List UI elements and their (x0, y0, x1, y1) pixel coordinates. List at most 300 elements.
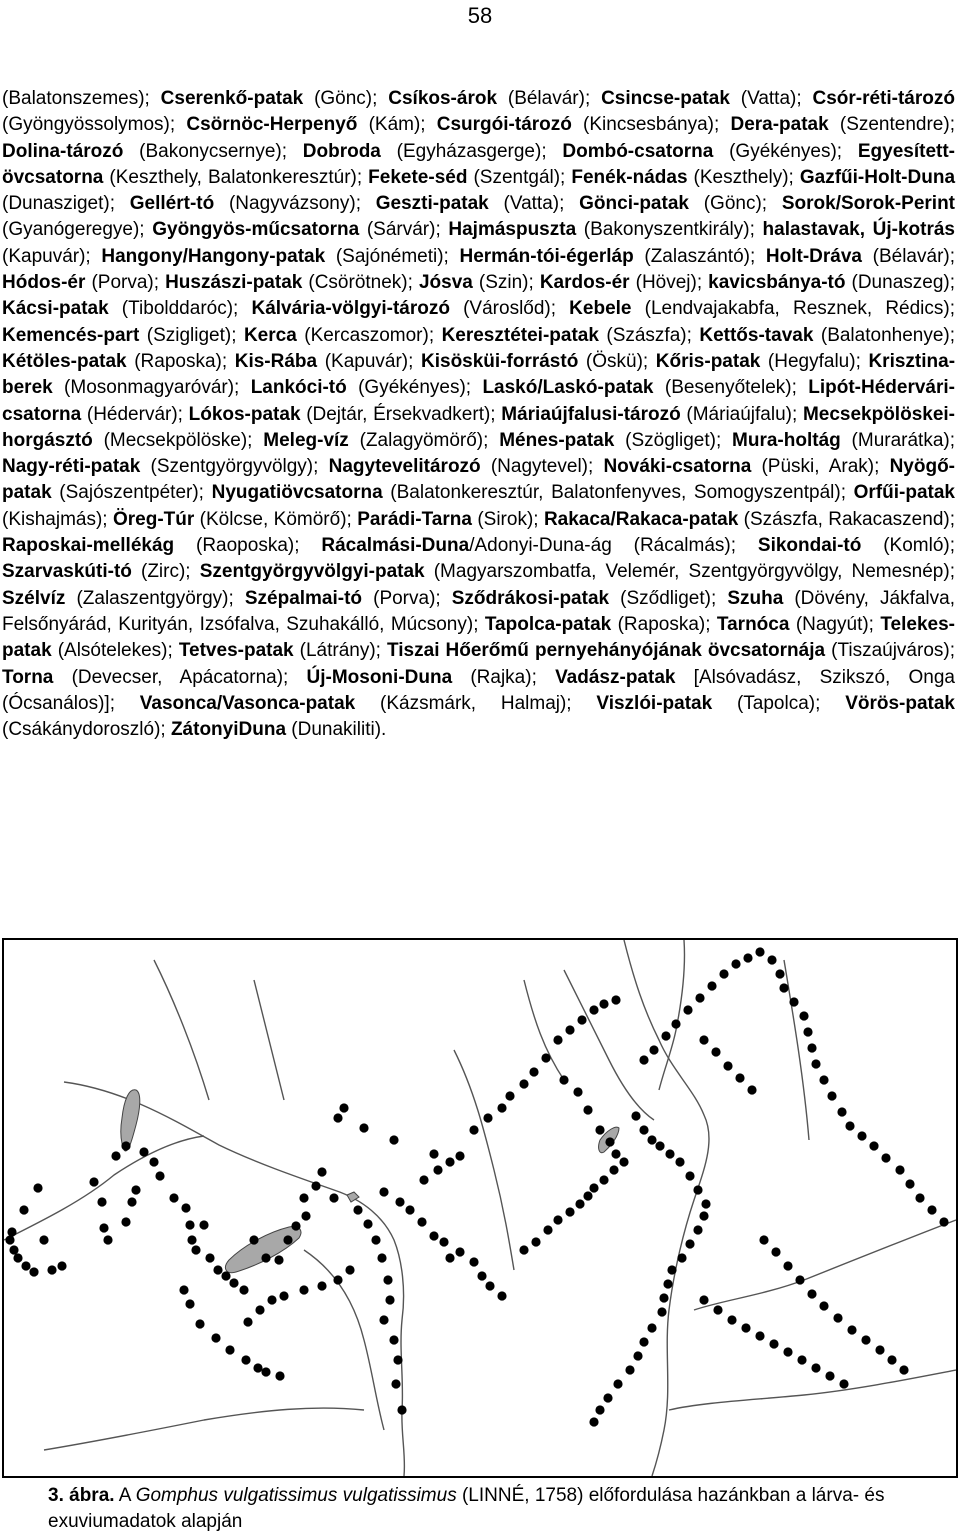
occurrence-dot (565, 1025, 574, 1034)
locality-place: (Raoposka); (174, 535, 322, 557)
occurrence-dot (899, 1365, 908, 1374)
figure-caption (48, 1483, 914, 1535)
locality-name: Hermán-tói-égerláp (459, 245, 634, 267)
occurrence-dot (417, 1217, 426, 1226)
occurrence-dot (199, 1220, 208, 1229)
occurrence-dot (333, 1275, 342, 1284)
occurrence-dot (195, 1319, 204, 1328)
occurrence-dot (29, 1267, 38, 1276)
occurrence-dot (455, 1247, 464, 1256)
map-svg (4, 940, 956, 1476)
occurrence-dot (497, 1291, 506, 1300)
occurrence-dot (675, 1157, 684, 1166)
occurrence-dot (595, 1405, 604, 1414)
occurrence-dot (589, 1417, 598, 1426)
occurrence-dot (711, 1047, 720, 1056)
locality-place: (Kám); (357, 114, 437, 136)
locality-name: Mecsekpölöskei-horgásztó (2, 403, 956, 451)
occurrence-dot (249, 1235, 258, 1244)
locality-name: Gyöngyös-műcsatorna (152, 219, 360, 241)
occurrence-dot (139, 1147, 148, 1156)
occurrence-dot (429, 1231, 438, 1240)
locality-name: Csurgói-tározó (436, 114, 572, 136)
occurrence-dot (531, 1237, 540, 1246)
occurrence-dot (735, 1073, 744, 1082)
occurrence-dot (371, 1235, 380, 1244)
locality-name: Keresztétei-patak (441, 324, 599, 346)
occurrence-dot (755, 1331, 764, 1340)
occurrence-dot (839, 1379, 848, 1388)
occurrence-dot (359, 1123, 368, 1132)
locality-name: Kerca (243, 324, 297, 346)
occurrence-dot (639, 1125, 648, 1134)
occurrence-dot (565, 1207, 574, 1216)
occurrence-dot (759, 1235, 768, 1244)
locality-place: /Adonyi-Duna-ág (Rácalmás); (469, 535, 758, 557)
occurrence-dot (807, 1289, 816, 1298)
locality-place: (Zalagyömörő); (348, 429, 500, 451)
locality-name: Gönci-patak (579, 193, 689, 215)
occurrence-dot (599, 1175, 608, 1184)
locality-place: (Kapuvár); (2, 245, 102, 267)
occurrence-dot (529, 1067, 538, 1076)
occurrence-dot (767, 955, 776, 964)
occurrence-dot (261, 1253, 270, 1262)
occurrence-dot (755, 947, 764, 956)
river-tributary-3 (524, 980, 564, 1080)
river-sajo (564, 970, 654, 1120)
locality-place: (Balatonszemes); (2, 88, 161, 109)
caption-species: Gomphus vulgatissimus vulgatissimus (135, 1485, 457, 1506)
occurrence-dot (317, 1167, 326, 1176)
occurrence-dot (111, 1151, 120, 1160)
occurrence-dot (647, 1135, 656, 1144)
occurrence-dot (577, 1015, 586, 1024)
occurrence-dot (837, 1107, 846, 1116)
occurrence-dot (743, 953, 752, 962)
occurrence-dot (789, 997, 798, 1006)
occurrence-dot (649, 1045, 658, 1054)
occurrence-dot (861, 1335, 870, 1344)
occurrence-dot (609, 1165, 618, 1174)
occurrence-dot (383, 1275, 392, 1284)
occurrence-dot (799, 1011, 808, 1020)
locality-place: (Csörötnek); (302, 272, 419, 294)
river-koros (694, 1220, 956, 1310)
occurrence-dot (255, 1305, 264, 1314)
occurrence-dot (605, 1137, 614, 1146)
locality-place: (Sajónémeti); (325, 245, 460, 267)
occurrence-dot (699, 1295, 708, 1304)
occurrence-dot (631, 1111, 640, 1120)
occurrence-dot (807, 1043, 816, 1052)
occurrence-dot (345, 1265, 354, 1274)
occurrence-dot (179, 1285, 188, 1294)
locality-name: Rácalmási-Duna (321, 535, 470, 557)
locality-place: (Kishajmás); (2, 508, 113, 530)
locality-place: (Murarátka); (840, 429, 956, 451)
occurrence-dot (267, 1295, 276, 1304)
occurrence-dot (783, 1347, 792, 1356)
occurrence-dot (353, 1205, 362, 1214)
locality-name: Dombó-csatorna (562, 140, 714, 162)
occurrence-dot (455, 1151, 464, 1160)
locality-place: (Gönc); (303, 88, 389, 109)
occurrence-dot (261, 1367, 270, 1376)
locality-name: Geszti-patak (375, 193, 489, 215)
occurrence-dot (559, 1075, 568, 1084)
occurrence-dot (279, 1291, 288, 1300)
locality-place: (Szentgyörgyvölgy); (140, 456, 329, 478)
locality-name: Vörös-patak (845, 692, 955, 714)
river-maros (669, 1370, 956, 1410)
occurrence-dot (845, 1121, 854, 1130)
occurrence-dot (699, 1035, 708, 1044)
occurrence-dot (619, 1157, 628, 1166)
locality-name: Torna (2, 666, 54, 688)
occurrence-dot (553, 1215, 562, 1224)
occurrence-dot (869, 1141, 878, 1150)
locality-name: Vasonca/Vasonca-patak (139, 692, 356, 714)
locality-place: (Gyöngyössolymos); (2, 114, 187, 136)
locality-name: Új-Mosoni-Duna (306, 666, 453, 688)
locality-place: (Sárvár); (359, 219, 449, 241)
occurrence-dot (575, 1199, 584, 1208)
occurrence-dot (131, 1185, 140, 1194)
locality-name: Vadász-patak (555, 666, 676, 688)
locality-place: (Sirok); (471, 508, 544, 530)
locality-name: Tapolca-patak (484, 613, 612, 635)
locality-place: (Bakonyszentkirály); (576, 219, 763, 241)
occurrence-dot (89, 1177, 98, 1186)
locality-place: (Keszthely, Balatonkeresztúr); (103, 166, 369, 188)
occurrence-dot (363, 1219, 372, 1228)
occurrence-dot (927, 1205, 936, 1214)
occurrence-dot (695, 993, 704, 1002)
locality-name: Nováki-csatorna (603, 456, 752, 478)
locality-name: Cserenkő-patak (160, 88, 304, 109)
locality-name: Sződrákosi-patak (451, 587, 610, 609)
locality-place: (Nagyút); (789, 613, 881, 635)
occurrence-dot (519, 1079, 528, 1088)
locality-name: Kis-Rába (234, 350, 318, 372)
occurrence-dot (445, 1157, 454, 1166)
occurrence-dot (685, 1171, 694, 1180)
occurrence-dot (783, 1261, 792, 1270)
locality-name: Fenék-nádas (571, 166, 688, 188)
occurrence-dot (275, 1371, 284, 1380)
occurrence-dot (819, 1075, 828, 1084)
occurrence-dot (317, 1281, 326, 1290)
locality-name: Gazfűi-Holt-Duna (799, 166, 956, 188)
locality-name: Parádi-Tarna (357, 508, 472, 530)
locality-place: (Lendvajakabfa, Resznek, Rédics); (631, 298, 955, 320)
occurrence-dot (239, 1285, 248, 1294)
locality-place: (Püski, Arak); (751, 456, 890, 478)
locality-name: Tetves-patak (178, 640, 294, 662)
occurrence-dot (149, 1157, 158, 1166)
river-tributary-1 (154, 960, 209, 1100)
occurrence-dot (847, 1325, 856, 1334)
occurrence-dot (833, 1313, 842, 1322)
occurrence-dot (213, 1265, 222, 1274)
locality-name: Kétöles-patak (2, 350, 127, 372)
locality-name: Kálvária-völgyi-tározó (251, 298, 450, 320)
occurrence-dot (253, 1363, 262, 1372)
locality-place: (Bélavár); (861, 245, 956, 267)
occurrence-dot (419, 1175, 428, 1184)
locality-place: (Devecser, Apácatorna); (53, 666, 307, 688)
occurrence-dot (589, 1183, 598, 1192)
locality-name: Kisösküi-forrástó (421, 350, 579, 372)
locality-place: (Rajka); (452, 666, 556, 688)
occurrence-dot (731, 959, 740, 968)
occurrence-dot (857, 1131, 866, 1140)
lake-balaton (225, 1227, 300, 1273)
occurrence-dot (39, 1235, 48, 1244)
occurrence-dot (221, 1271, 230, 1280)
locality-place: (Balatonkeresztúr, Balatonfenyves, Somogyszentpál); (382, 482, 854, 504)
locality-place: (Tiszaújváros); (825, 640, 955, 662)
locality-place: (Alsótelekes); (51, 640, 179, 662)
occurrence-dot (693, 1185, 702, 1194)
locality-place: (Hövej); (629, 272, 709, 294)
occurrence-dot (595, 1125, 604, 1134)
occurrence-dot (939, 1217, 948, 1226)
locality-name: Kettős-tavak (699, 324, 814, 346)
locality-name: Dobroda (302, 140, 381, 162)
locality-name: Nyugatiövcsatorna (211, 482, 383, 504)
locality-place: (Bakonycsernye); (123, 140, 303, 162)
locality-place: (Zalaszántó); (633, 245, 766, 267)
occurrence-dots (5, 947, 948, 1426)
occurrence-dot (693, 1225, 702, 1234)
occurrence-dot (301, 1211, 310, 1220)
locality-name: Sorok/Sorok-Perint (781, 193, 956, 215)
occurrence-dot (723, 1061, 732, 1070)
locality-place: (Szögliget); (614, 429, 733, 451)
locality-name: Gellért-tó (129, 193, 215, 215)
river-tributary-2 (254, 980, 284, 1100)
locality-name: Szélvíz (2, 587, 66, 609)
occurrence-dot (647, 1323, 656, 1332)
occurrence-dot (599, 999, 608, 1008)
occurrence-dot (541, 1053, 550, 1062)
occurrence-dot (185, 1220, 194, 1229)
locality-name: kavicsbánya-tó (708, 272, 846, 294)
occurrence-dot (429, 1149, 438, 1158)
occurrence-dot (187, 1235, 196, 1244)
river-zagyva (454, 1050, 514, 1270)
locality-place: (Dövény, Jákfalva, Felsőnyárád, Kurityán, Izsófalva, Szuhakálló, Múcsony); (2, 587, 955, 635)
occurrence-dot (181, 1203, 190, 1212)
locality-place: (Városlőd); (449, 298, 570, 320)
occurrence-dot (121, 1141, 130, 1150)
locality-place: (Öskü); (578, 350, 656, 372)
locality-place: (Zalaszentgyörgy); (65, 587, 245, 609)
locality-name: Kőris-patak (655, 350, 761, 372)
locality-place: (Sajószentpéter); (51, 482, 212, 504)
locality-place: (Porva); (362, 587, 452, 609)
locality-list (2, 86, 955, 743)
locality-place: (Kapuvár); (317, 350, 421, 372)
occurrence-dot (385, 1295, 394, 1304)
locality-place: (Balatonhenye); (813, 324, 956, 346)
occurrence-dot (445, 1253, 454, 1262)
occurrence-dot (769, 1339, 778, 1348)
occurrence-dot (21, 1261, 30, 1270)
occurrence-dot (583, 1191, 592, 1200)
locality-place: (Gyanógeregye); (2, 219, 153, 241)
occurrence-dot (543, 1225, 552, 1234)
occurrence-dot (47, 1265, 56, 1274)
page-number: 58 (467, 3, 493, 28)
occurrence-dot (611, 1149, 620, 1158)
occurrence-dot (225, 1345, 234, 1354)
locality-place: (Sződliget); (609, 587, 728, 609)
occurrence-dot (665, 1149, 674, 1158)
locality-name: Csór-réti-tározó (812, 88, 955, 109)
locality-place: (Látrány); (293, 640, 388, 662)
occurrence-dot (713, 1305, 722, 1314)
occurrence-dot (613, 1379, 622, 1388)
locality-name: Szarvaskúti-tó (2, 561, 132, 583)
occurrence-dot (683, 1005, 692, 1014)
occurrence-dot (797, 1355, 806, 1364)
occurrence-dot (741, 1323, 750, 1332)
lakes (121, 1090, 619, 1273)
locality-name: Csíkos-árok (388, 88, 498, 109)
caption-label: 3. ábra. (48, 1485, 115, 1506)
locality-name: Öreg-Túr (112, 508, 195, 530)
occurrence-dot (677, 1253, 686, 1262)
occurrence-dot (379, 1315, 388, 1324)
occurrence-dot (657, 1307, 666, 1316)
occurrence-dot (229, 1278, 238, 1287)
locality-place: (Zirc); (131, 561, 200, 583)
locality-name: Nyögő-patak (2, 456, 955, 504)
occurrence-dot (127, 1197, 136, 1206)
locality-place: (Raposka); (611, 613, 717, 635)
locality-name: Telekes-patak (2, 613, 955, 662)
locality-name: Nagy-réti-patak (2, 456, 141, 478)
locality-place: (Nagyvázsony); (214, 193, 376, 215)
occurrence-dot (727, 1315, 736, 1324)
occurrence-dot (699, 1211, 708, 1220)
occurrence-dot (389, 1135, 398, 1144)
occurrence-dot (377, 1253, 386, 1262)
occurrence-dot (7, 1227, 16, 1236)
occurrence-dot (505, 1091, 514, 1100)
locality-name: Ménes-patak (499, 429, 615, 451)
occurrence-dot (469, 1125, 478, 1134)
locality-name: Holt-Dráva (765, 245, 862, 267)
locality-place: (Kincsesbánya); (571, 114, 731, 136)
occurrence-dot (391, 1379, 400, 1388)
occurrence-dot (329, 1193, 338, 1202)
locality-name: Nagytevelitározó (328, 456, 481, 478)
locality-name: Sikondai-tó (757, 535, 862, 557)
locality-name: Kebele (569, 298, 632, 320)
occurrence-dot (299, 1193, 308, 1202)
locality-place: (Szászfa); (598, 324, 700, 346)
locality-place: [Alsóvadász, Szikszó, Onga (Ócsanálos)]; (2, 666, 955, 714)
occurrence-dot (299, 1285, 308, 1294)
locality-place: (Mosonmagyaróvár); (52, 377, 251, 399)
occurrence-dot (875, 1345, 884, 1354)
occurrence-dot (379, 1187, 388, 1196)
occurrence-dot (819, 1301, 828, 1310)
locality-place: (Dunasziget); (2, 193, 130, 215)
locality-place: (Bélavár); (497, 88, 602, 109)
occurrence-dot (685, 1239, 694, 1248)
locality-name: Orfűi-patak (853, 482, 955, 504)
locality-place: (Dunakiliti). (286, 719, 387, 741)
occurrence-dot (155, 1171, 164, 1180)
occurrence-dot (589, 1005, 598, 1014)
locality-place: (Hédervár); (81, 403, 189, 425)
occurrence-dot (667, 1265, 676, 1274)
occurrence-dot (915, 1193, 924, 1202)
river-sio (304, 1250, 384, 1430)
occurrence-dot (519, 1245, 528, 1254)
locality-name: Kardos-ér (539, 272, 630, 294)
locality-place: (Dunaszeg); (845, 272, 955, 294)
locality-place: (Máriaújfalu); (680, 403, 803, 425)
occurrence-dot (477, 1271, 486, 1280)
locality-place: (Tibolddaróc); (108, 298, 252, 320)
occurrence-dot (5, 1235, 14, 1244)
occurrence-dot (169, 1193, 178, 1202)
locality-name: Tarnóca (716, 613, 790, 635)
occurrence-dot (659, 1293, 668, 1302)
locality-place: (Besenyőtelek); (653, 377, 809, 399)
occurrence-dot (274, 1255, 283, 1264)
occurrence-dot (485, 1281, 494, 1290)
locality-place: (Gönc); (688, 193, 782, 215)
river-drava (44, 1408, 364, 1450)
occurrence-dot (633, 1351, 642, 1360)
locality-place: (Dejtár, Érsekvadkert); (300, 403, 502, 425)
locality-place: (Magyarszombatfa, Velemér, Szentgyörgyvölgy, Nemesnép); (424, 561, 955, 583)
occurrence-dot (13, 1253, 22, 1262)
occurrence-dot (9, 1245, 18, 1254)
occurrence-dot (661, 1031, 670, 1040)
locality-name: Csörnöc-Herpenyő (186, 114, 358, 136)
occurrence-dot (97, 1197, 106, 1206)
occurrence-dot (469, 1257, 478, 1266)
occurrence-dot (553, 1035, 562, 1044)
occurrence-dot (99, 1223, 108, 1232)
locality-place: (Szászfa, Rakacaszend); (738, 508, 955, 530)
occurrence-dot (205, 1253, 214, 1262)
occurrence-dot (57, 1261, 66, 1270)
occurrence-dot (827, 1091, 836, 1100)
occurrence-dot (311, 1181, 320, 1190)
occurrence-dot (397, 1405, 406, 1414)
locality-name: Hangony/Hangony-patak (101, 245, 326, 267)
occurrence-dot (887, 1355, 896, 1364)
occurrence-dot (719, 969, 728, 978)
lake-ferto (121, 1090, 140, 1151)
occurrence-dot (339, 1103, 348, 1112)
occurrence-dot (583, 1105, 592, 1114)
river-hernad (659, 940, 685, 1090)
occurrence-dot (103, 1235, 112, 1244)
occurrence-dot (291, 1221, 300, 1230)
locality-place: (Csákánydoroszló); (2, 719, 171, 741)
occurrence-dot (771, 1247, 780, 1256)
